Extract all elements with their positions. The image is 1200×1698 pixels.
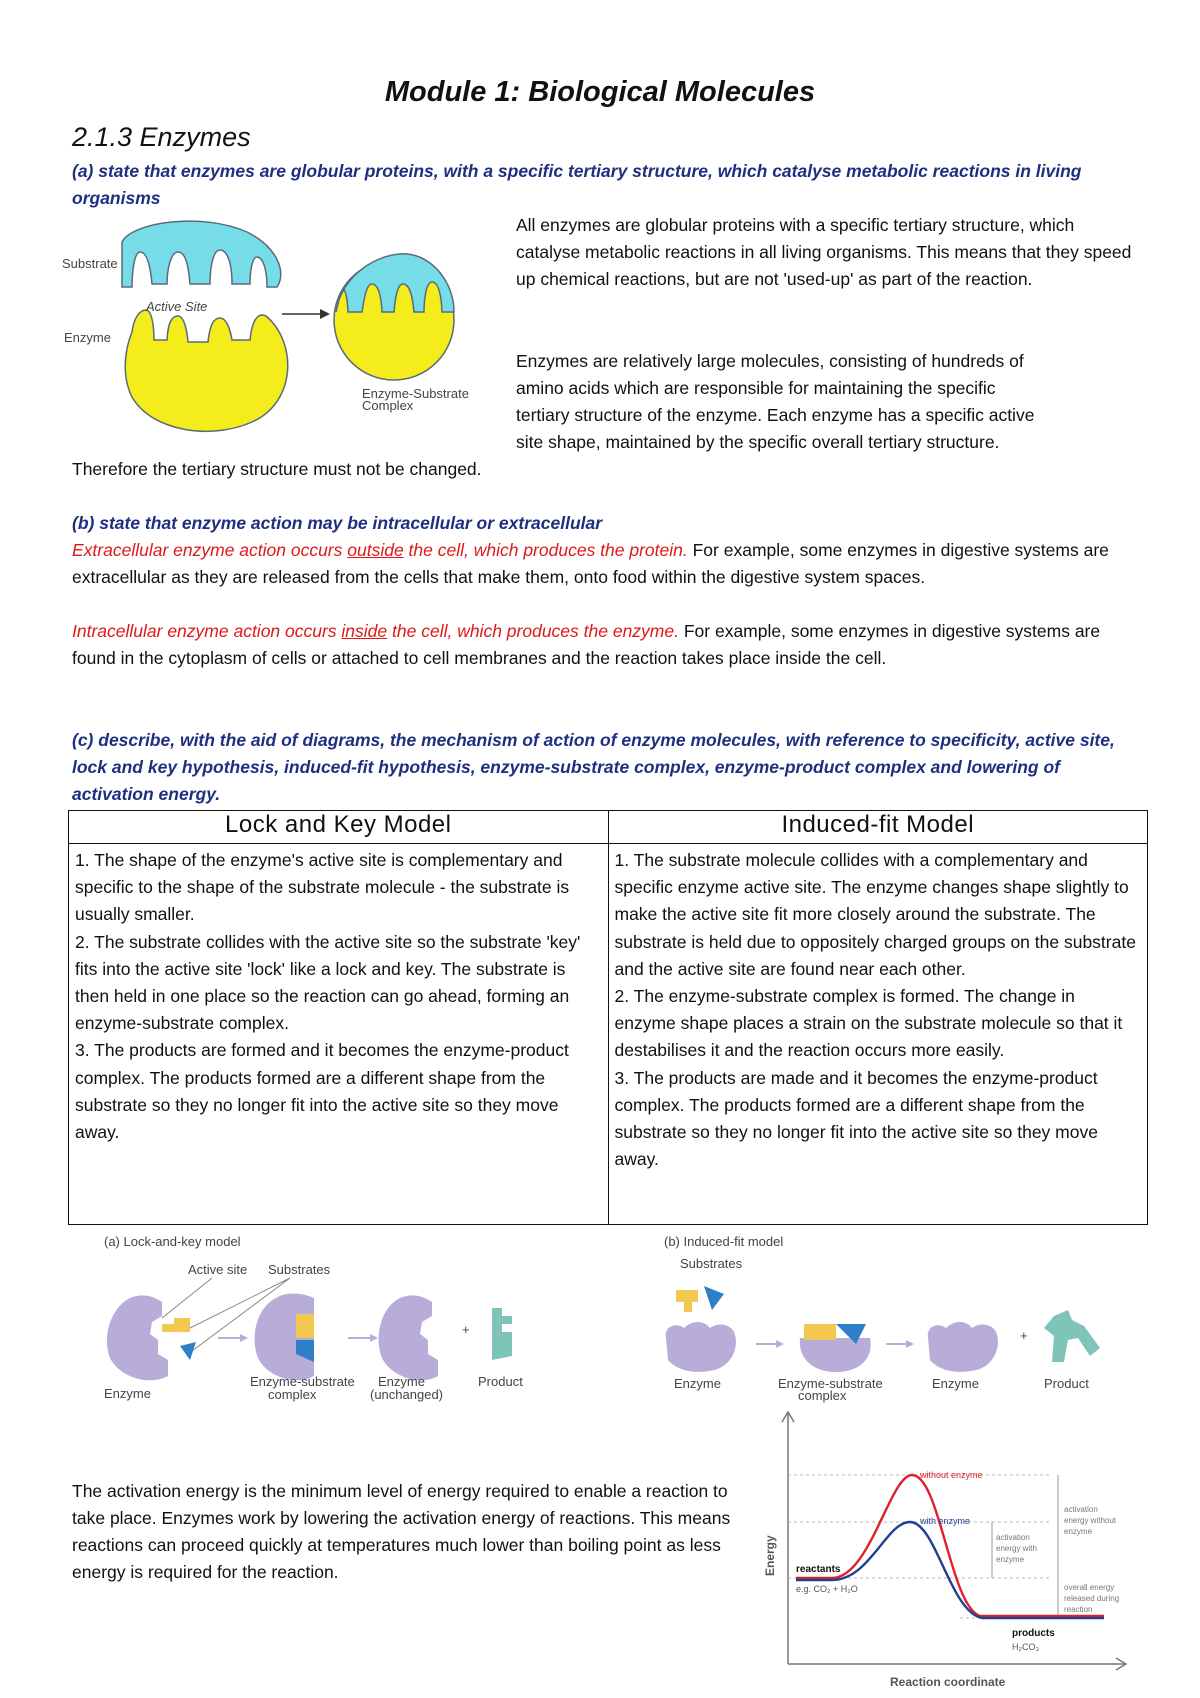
induced-product-label: Product (1044, 1376, 1089, 1391)
without-enzyme-label: without enzyme (920, 1470, 983, 1480)
para2-line-5: Therefore the tertiary structure must not be changed. (72, 459, 482, 479)
induced-substrates-label: Substrates (680, 1256, 743, 1271)
lock-key-unchanged-label-2: (unchanged) (370, 1387, 443, 1402)
models-table (68, 810, 1148, 1225)
lock-key-enzyme-unchanged (379, 1295, 438, 1380)
enzymes-paragraph-2 (516, 348, 1146, 456)
enzyme-shape (125, 310, 288, 431)
label-enzyme: Enzyme (64, 330, 111, 345)
header-lock-and-key: Lock and Key Model (69, 811, 609, 844)
products-example: H₂CO₃ (1012, 1642, 1040, 1652)
para2-line-1: Enzymes are relatively large molecules, consisting of hundreds of (516, 351, 1024, 371)
with-enzyme-label: with enzyme (920, 1516, 971, 1526)
ae-without-3: enzyme (1064, 1527, 1093, 1536)
label-substrate: Substrate (62, 256, 118, 271)
substrate-shape (122, 221, 281, 287)
induced-fit-title: (b) Induced-fit model (664, 1234, 784, 1249)
lock-step-1: 1. The shape of the enzyme's active site is complementary and specific to the shape of the substrate molecule - the substrate is usually smaller. (75, 850, 570, 925)
induced-complex-label-1: Enzyme-substrate (778, 1376, 883, 1391)
extracellular-paragraph (72, 537, 1134, 591)
header-induced-fit: Induced-fit Model (608, 811, 1148, 844)
lock-key-title: (a) Lock-and-key model (104, 1234, 241, 1249)
ae-with-2: energy with (996, 1544, 1037, 1553)
substrate-yellow (174, 1318, 190, 1332)
induced-step-3: 3. The products are made and it becomes the enzyme-product complex. The products formed are a different shape from the substrate so they no longer fit into the active site so they move away. (614, 1067, 1098, 1170)
energy-graph (760, 1406, 1140, 1692)
released-3: reaction (1064, 1605, 1093, 1614)
lock-key-active-site-label: Active site (188, 1262, 248, 1277)
released-1: overall energy (1064, 1583, 1115, 1592)
objective-c: (c) describe, with the aid of diagrams, the mechanism of action of enzyme molecules, with reference to specificity, active site, lock and key hypothesis, induced-fit hypothesis, enzyme-substrate complex, enzyme-product complex and lowering of activation energy. (72, 730, 1115, 804)
y-axis-label: Energy (763, 1535, 777, 1576)
extracellular-definition: Extracellular enzyme action occurs outside the cell, which produces the protein. (72, 540, 688, 560)
induced-plus: + (1020, 1328, 1028, 1343)
lock-key-enzyme-label: Enzyme (104, 1386, 151, 1401)
lock-key-enzyme-1 (107, 1295, 168, 1380)
induced-complex-label-2: complex (798, 1388, 847, 1403)
lock-and-key-figure (100, 1228, 580, 1404)
induced-step-2: 2. The enzyme-substrate complex is formed. The change in enzyme shape places a strain on the substrate molecule so that it destabilises it and the reaction occurs more easily. (614, 986, 1123, 1061)
objective-a: (a) state that enzymes are globular proteins, with a specific tertiary structure, which catalyse metabolic reactions in living organisms (72, 161, 1082, 208)
para2-line-4: site shape, maintained by the specific overall tertiary structure. (516, 432, 1000, 452)
extracellular-example: For example, some enzymes in digestive systems are extracellular as they are released from the cells that make them, onto food within the digestive system spaces. (72, 540, 1109, 587)
lock-key-unchanged-label-1: Enzyme (378, 1374, 425, 1389)
activation-energy-paragraph: The activation energy is the minimum level of energy required to enable a reaction to take place. Enzymes work by lowering the activation energy of reactions. This means reactions can proceed quickly at temperatures much lower than boiling point as less energy is required for the reaction. (72, 1481, 731, 1582)
lock-step-2: 2. The substrate collides with the active site so the substrate 'key' fits into the active site 'lock' like a lock and key. The substrate is then held in one place so the reaction can go ahead, forming an enzyme-substrate complex. (75, 931, 581, 1034)
para2-line-3: tertiary structure of the enzyme. Each enzyme has a specific active (516, 405, 1035, 425)
induced-complex (800, 1338, 871, 1372)
x-axis-label: Reaction coordinate (890, 1675, 1006, 1689)
induced-fit-cell (608, 844, 1148, 1225)
ae-without-1: activation (1064, 1505, 1098, 1514)
ae-with-3: enzyme (996, 1555, 1025, 1564)
intracellular-paragraph (72, 618, 1134, 672)
products-label: products (1012, 1628, 1055, 1639)
section-heading: 2.1.3 Enzymes (72, 122, 251, 152)
reactants-label: reactants (796, 1564, 841, 1575)
lock-key-plus: + (462, 1322, 470, 1337)
enzymes-paragraph-1: All enzymes are globular proteins with a specific tertiary structure, which catalyse metabolic reactions in all living organisms. This means that they speed up chemical reactions, but are not 'used-up' as part of the reaction. (516, 215, 1132, 289)
lock-key-product (492, 1308, 512, 1360)
intracellular-example: For example, some enzymes in digestive systems are found in the cytoplasm of cells or attached to cell membranes and the reaction takes place inside the cell. (72, 621, 1101, 668)
intracellular-definition: Intracellular enzyme action occurs inside the cell, which produces the enzyme. (72, 621, 679, 641)
para2-line-2: amino acids which are responsible for maintaining the specific (516, 378, 996, 398)
ae-with-1: activation (996, 1533, 1030, 1542)
induced-enzyme-2 (928, 1322, 998, 1372)
lock-step-3: 3. The products are formed and it becomes the enzyme-product complex. The products formed are a different shape from the substrate so they no longer fit into the active site so they move away. (75, 1040, 569, 1143)
label-active-site: Active Site (146, 299, 208, 314)
substrate-blue (180, 1342, 196, 1360)
page-title: Module 1: Biological Molecules (384, 76, 816, 108)
label-complex-2: Complex (362, 398, 414, 413)
lock-key-complex-label-1: Enzyme-substrate (250, 1374, 355, 1389)
lock-and-key-cell (69, 844, 609, 1225)
induced-fit-figure (660, 1228, 1150, 1404)
induced-enzyme2-label: Enzyme (932, 1376, 979, 1391)
induced-product (1044, 1310, 1100, 1362)
label-complex-1: Enzyme-Substrate (362, 386, 469, 401)
lock-key-product-label: Product (478, 1374, 523, 1389)
induced-step-1: 1. The substrate molecule collides with a complementary and specific enzyme active site. The enzyme changes shape slightly to make the active site fit more closely around the substrate. The substrate is held due to oppositely charged groups on the substrate and the active site are found near each other. (614, 850, 1136, 979)
induced-enzyme-label: Enzyme (674, 1376, 721, 1391)
released-2: released during (1064, 1594, 1120, 1603)
lock-key-complex-label-2: complex (268, 1387, 317, 1402)
ae-without-2: energy without (1064, 1516, 1117, 1525)
reactants-example: e.g. CO₂ + H₂O (796, 1584, 858, 1594)
induced-enzyme-1 (666, 1322, 736, 1372)
lock-key-substrates-label: Substrates (268, 1262, 331, 1277)
objective-b: (b) state that enzyme action may be intracellular or extracellular (72, 513, 603, 533)
enzyme-substrate-diagram (62, 212, 482, 434)
